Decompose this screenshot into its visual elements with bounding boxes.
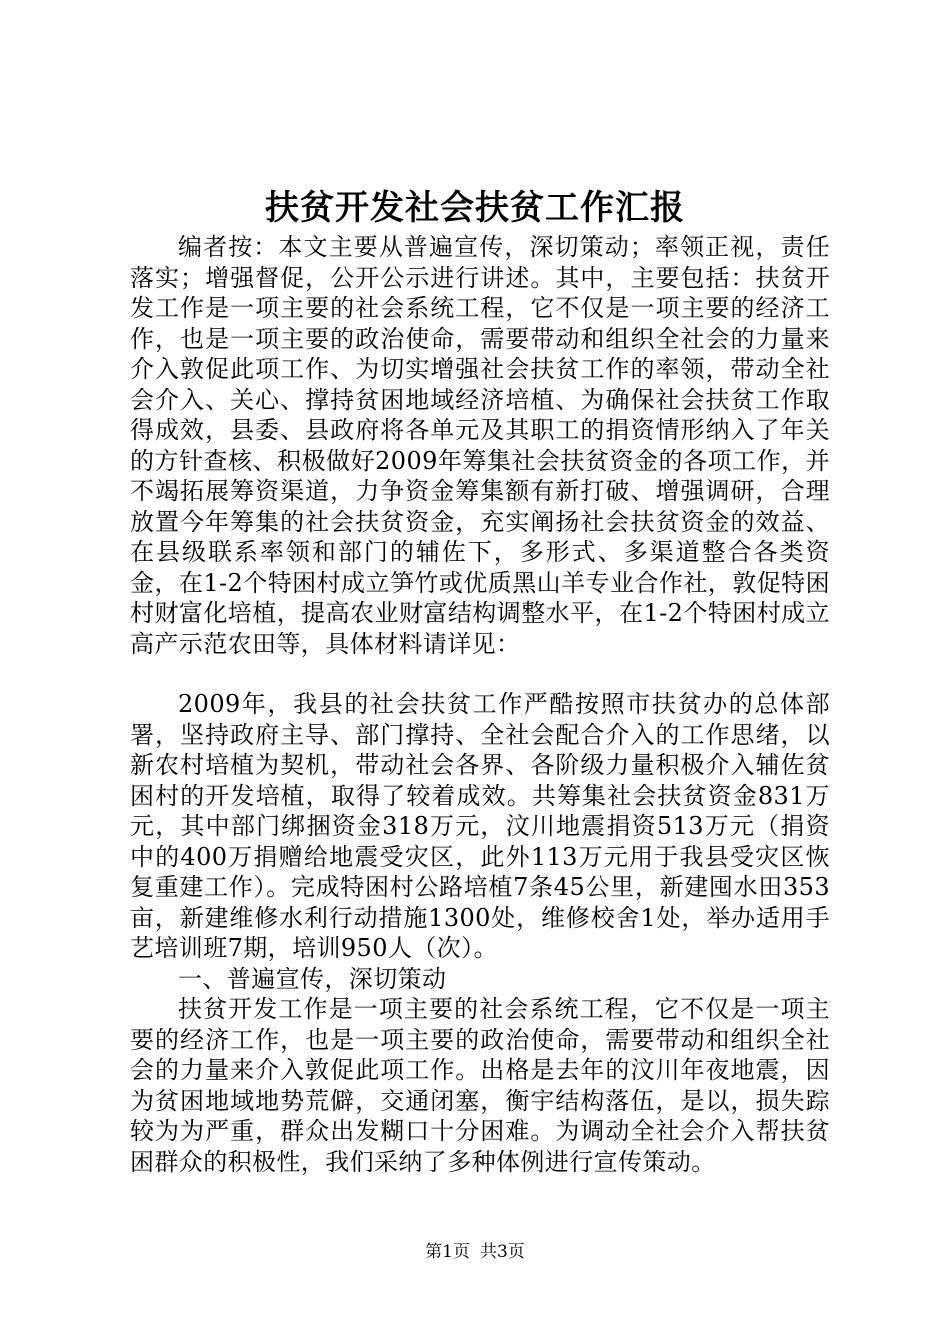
summary-paragraph: 2009年，我县的社会扶贫工作严酷按照市扶贫办的总体部署，坚持政府主导、部门撑持、全社会配合介入的工作思绪，以新农村培植为契机，带动社会各界、各阶级力量积极介入辅佐贫困村的开发培植，取得了较着成效。共筹集社会扶贫资金831万元，其中部门绑捆资金318万元，汶川地震捐资513万元（捐资中的400万捐赠给地震受灾区，此外113万元用于我县受灾区恢复重建工作）。完成特困村公路培植7条45公里，新建囤水田353亩，新建维修水利行动措施1300处，维修校舍1处，举办适用手艺培训班7期，培训950人（次）。 [130, 690, 830, 962]
page-footer [0, 1240, 950, 1264]
document-title: 扶贫开发社会扶贫工作汇报 [265, 188, 685, 228]
section-heading: 一、普遍宣传，深切策动 [178, 964, 447, 993]
page-total: 共3页 [480, 1242, 525, 1262]
section-paragraph: 扶贫开发工作是一项主要的社会系统工程，它不仅是一项主要的经济工作，也是一项主要的政治使命，需要带动和组织全社会的力量来介入敦促此项工作。出格是去年的汶川年夜地震，因为贫困地域地势荒僻，交通闭塞，衡宇结构落伍，是以，损失踪较为为严重，群众出发糊口十分困难。为调动全社会介入帮扶贫困群众的积极性，我们采纳了多种体例进行宣传策动。 [130, 995, 830, 1176]
page-number: 第1页 [425, 1242, 470, 1262]
editor-note-paragraph: 编者按：本文主要从普遍宣传，深切策动；率领正视，责任落实；增强督促，公开公示进行讲述。其中，主要包括：扶贫开发工作是一项主要的社会系统工程，它不仅是一项主要的经济工作，也是一项主要的政治使命，需要带动和组织全社会的力量来介入敦促此项工作、为切实增强社会扶贫工作的率领，带动全社会介入、关心、撑持贫困地域经济培植、为确保社会扶贫工作取得成效，县委、县政府将各单元及其职工的捐资情形纳入了年关的方针查核、积极做好2009年筹集社会扶贫资金的各项工作，并不竭拓展筹资渠道，力争资金筹集额有新打破、增强调研，合理放置今年筹集的社会扶贫资金，充实阐扬社会扶贫资金的效益、在县级联系率领和部门的辅佐下，多形式、多渠道整合各类资金，在1-2个特困村成立笋竹或优质黑山羊专业合作社，敦促特困村财富化培植，提高农业财富结构调整水平，在1-2个特困村成立高产示范农田等，具体材料请详见： [130, 233, 830, 658]
document-body [130, 232, 830, 1177]
paragraph-gap [130, 659, 830, 689]
